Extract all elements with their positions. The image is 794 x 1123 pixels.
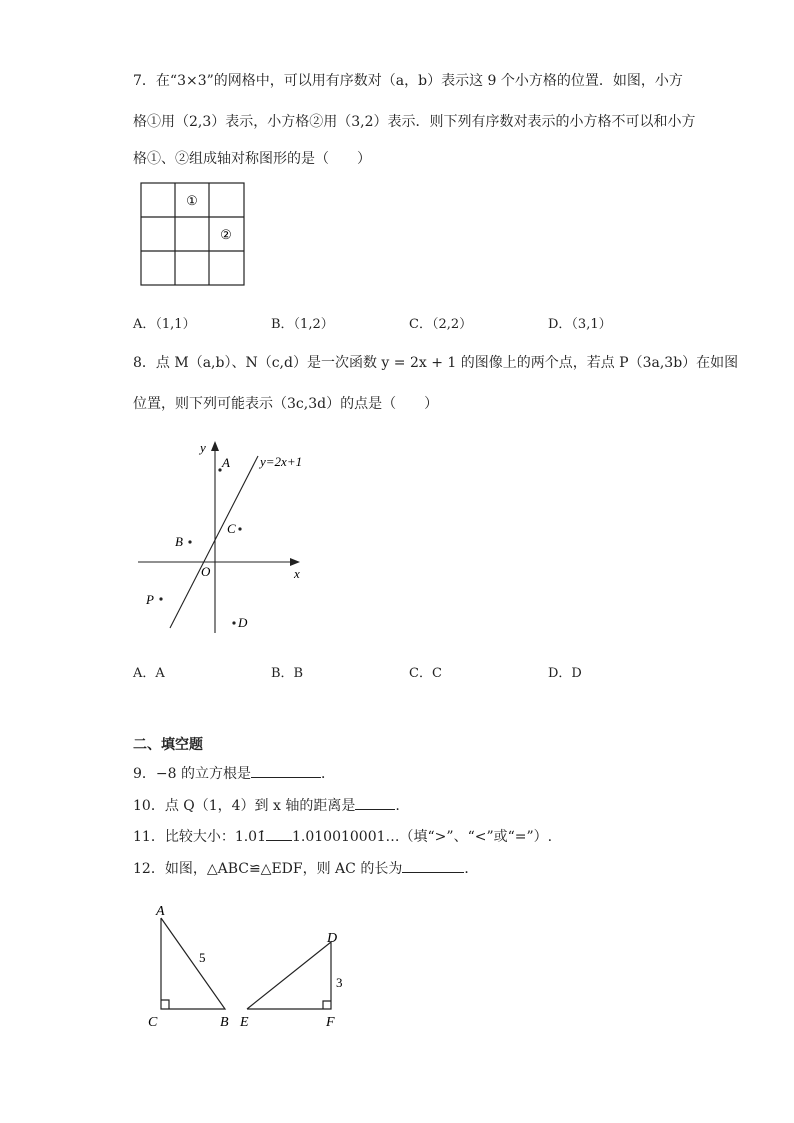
q12-line [133,860,478,878]
triangle-abc [161,918,225,1009]
q8-coordinate-figure [130,438,320,638]
x-axis-label: x [294,566,300,581]
q7-line-1: 7．在“3×3”的网格中，可以用有序数对（a，b）表示这 9 个小方格的位置．如图，小方 [133,73,683,89]
point-d-dot [232,621,235,624]
q8-option-d: D．D [548,666,582,681]
q12-text: 12．如图，△ABC≌△EDF，则 AC 的长为 [133,861,403,877]
q8-option-c: C．C [409,666,442,681]
q8-option-a: A．A [133,666,165,681]
vertex-d-label: D [327,931,338,946]
section-heading: 二、填空题 [133,737,203,753]
q7-line-3: 格①、②组成轴对称图形的是（ ） [133,151,371,167]
point-a-label: A [222,455,230,470]
grid-cell-2: ② [220,227,232,242]
x-axis-arrow [290,558,300,566]
q7-option-c: C．（2,2） [409,317,473,332]
q8-line-1: 8．点 M（a,b）、N（c,d）是一次函数 y = 2x + 1 的图像上的两个点，若点 P（3a,3b）在如图 [133,355,739,371]
q9-end: ． [321,766,335,782]
q9-answer-blank[interactable] [251,765,321,778]
q9-text: 9．−8 的立方根是 [133,766,251,782]
q9-line [133,765,335,783]
function-line-label: y=2x+1 [260,454,303,469]
point-c-dot [238,527,241,530]
point-b-label: B [175,534,183,549]
y-axis-arrow [211,441,219,451]
q12-end: ． [464,861,479,877]
q11-text: 11．比较大小：1.01̇ [133,829,266,845]
side-ab-length: 5 [199,950,206,965]
q10-text: 10．点 Q（1，4）到 x 轴的距离是 [133,798,356,814]
q11-line [133,828,552,846]
origin-label: O [201,564,211,579]
q7-option-d: D．（3,1） [548,317,612,332]
y-axis-label: y [200,440,206,455]
q11-end: 1.010010001…（填“>”、“<”或“=”）. [292,829,553,845]
q8-line-2: 位置，则下列可能表示（3c,3d）的点是（ ） [133,396,439,412]
q7-line-2: 格①用（2,3）表示，小方格②用（3,2）表示．则下列有序数对表示的小方格不可以和小方 [133,114,696,130]
q12-answer-blank[interactable] [402,860,464,873]
vertex-c-label: C [148,1015,158,1030]
point-d-label: D [238,615,248,630]
right-angle-c [161,1000,169,1009]
point-p-label: P [146,592,154,607]
point-b-dot [188,540,191,543]
vertex-b-label: B [220,1015,229,1030]
q7-option-a: A．（1,1） [133,317,196,332]
q8-option-b: B．B [271,666,304,681]
q10-end: . [395,798,400,814]
grid-cell-1: ① [186,193,198,208]
q10-answer-blank[interactable] [355,797,395,810]
function-line [170,456,258,628]
point-c-label: C [227,521,236,536]
right-angle-f [323,1001,331,1009]
side-df-length: 3 [336,975,343,990]
q7-option-b: B．（1,2） [271,317,334,332]
q11-answer-blank[interactable] [266,828,292,841]
q10-line [133,797,400,815]
vertex-a-label: A [156,904,165,919]
q7-grid-figure [140,182,246,286]
point-p-dot [159,597,162,600]
vertex-f-label: F [326,1015,335,1030]
triangle-edf [247,942,331,1009]
vertex-e-label: E [240,1015,249,1030]
q12-triangles-figure [140,898,360,1033]
